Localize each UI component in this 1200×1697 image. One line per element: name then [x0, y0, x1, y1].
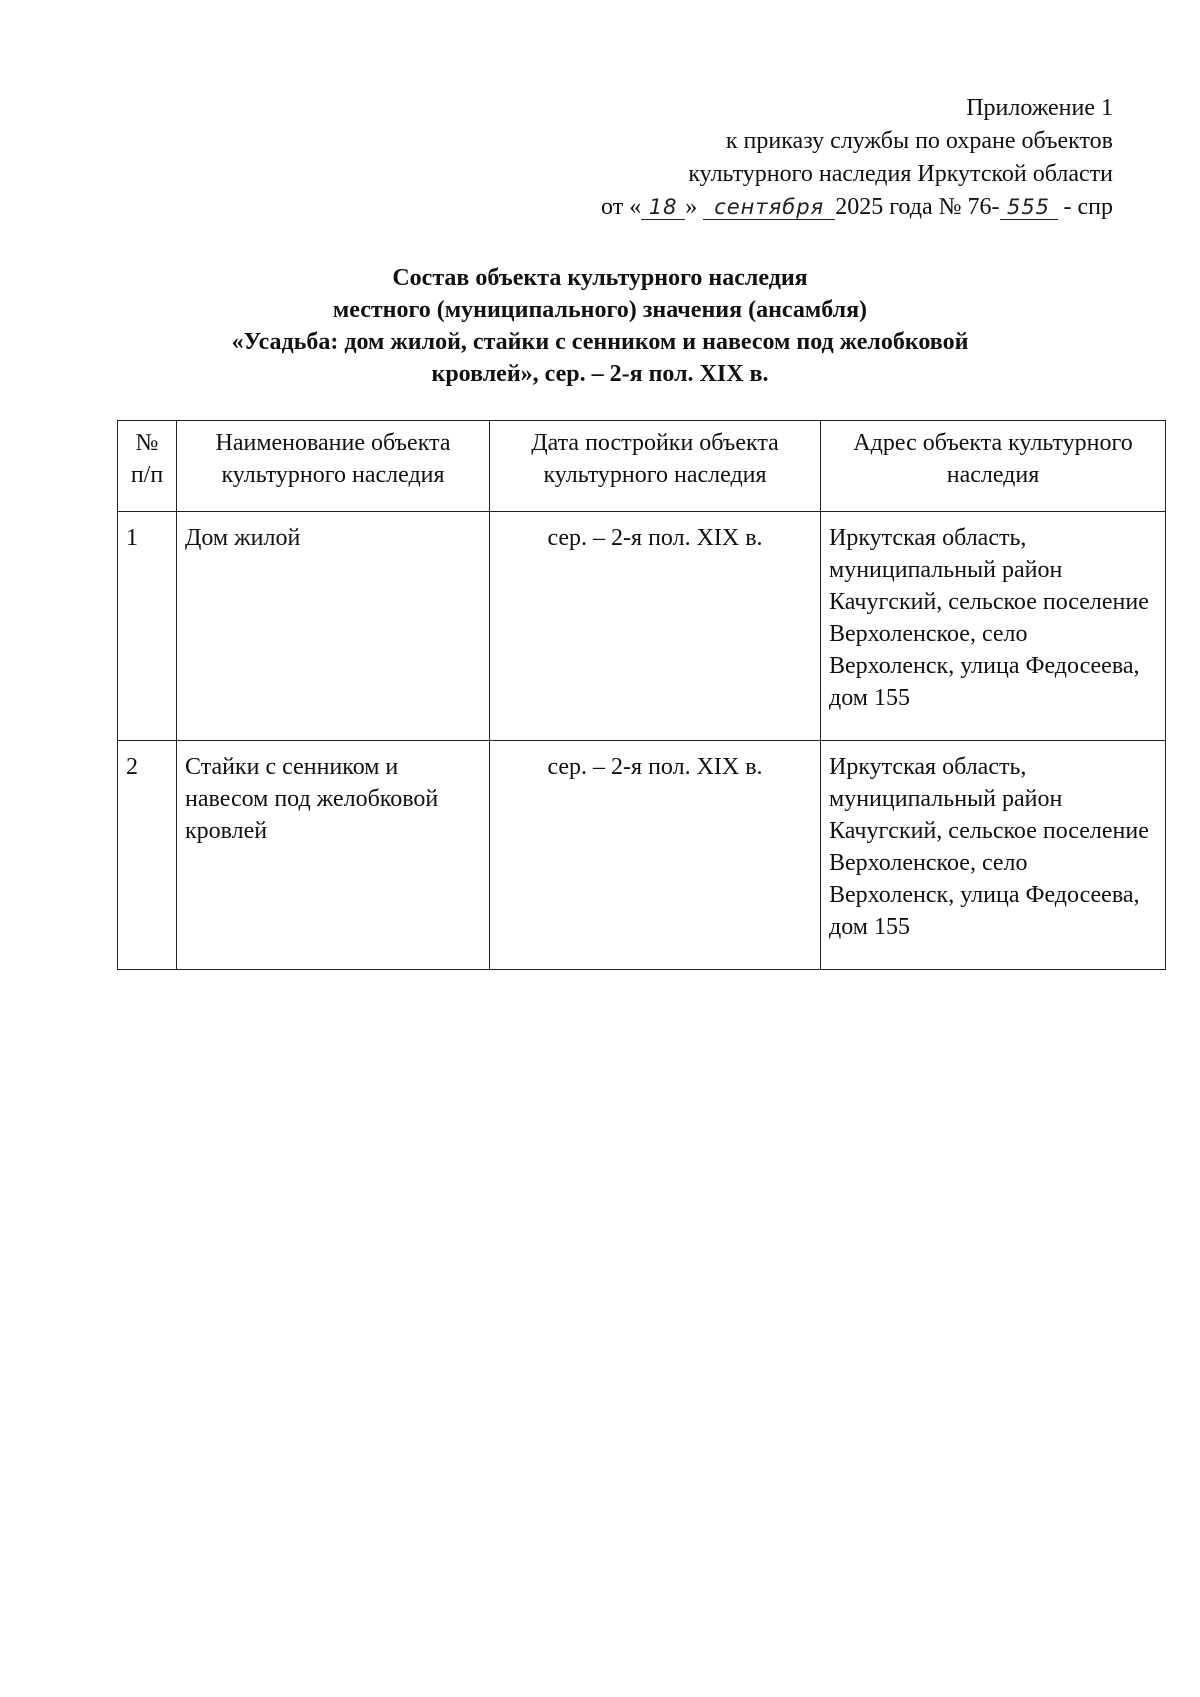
heritage-objects-table [117, 420, 1166, 970]
table-header-row [118, 421, 1166, 512]
row-number: 1 [118, 512, 177, 741]
handwritten-month: сентября [703, 195, 835, 220]
header-construction-date: Дата постройки объекта культурного наследия [490, 421, 821, 512]
header-number: № п/п [118, 421, 177, 512]
construction-date: сер. – 2-я пол. XIX в. [490, 512, 821, 741]
appendix-label: Приложение 1 [966, 95, 1113, 121]
row-number: 2 [118, 741, 177, 970]
appendix-header [601, 92, 1113, 224]
order-suffix: - спр [1057, 194, 1113, 220]
construction-date: сер. – 2-я пол. XIX в. [490, 741, 821, 970]
title-line-3: «Усадьба: дом жилой, стайки с сенником и навесом под желобковой [231, 329, 969, 355]
order-reference-line: к приказу службы по охране объектов [725, 128, 1113, 154]
table-row [118, 741, 1166, 970]
handwritten-day: 18 [641, 195, 685, 220]
handwritten-order-number: 555 [1000, 195, 1058, 220]
title-line-4: кровлей», сер. – 2-я пол. XIX в. [431, 361, 769, 387]
header-object-name: Наименование объекта культурного наследия [177, 421, 490, 512]
document-title [0, 262, 1200, 390]
object-name: Дом жилой [177, 512, 490, 741]
header-address: Адрес объекта культурного наследия [821, 421, 1166, 512]
order-mid: » [685, 194, 698, 220]
order-year: 2025 года № 76- [835, 194, 1000, 220]
order-prefix: от « [601, 194, 642, 220]
object-name: Стайки с сенником и навесом под желобковой кровлей [177, 741, 490, 970]
title-line-2: местного (муниципального) значения (ансамбля) [332, 297, 868, 323]
object-address: Иркутская область, муниципальный район Качугский, сельское поселение Верхоленское, село Верхоленск, улица Федосеева, дом 155 [821, 512, 1166, 741]
order-date-line [601, 191, 1113, 224]
service-name-line: культурного наследия Иркутской области [688, 161, 1113, 187]
table-row [118, 512, 1166, 741]
object-address: Иркутская область, муниципальный район Качугский, сельское поселение Верхоленское, село Верхоленск, улица Федосеева, дом 155 [821, 741, 1166, 970]
title-line-1: Состав объекта культурного наследия [392, 265, 808, 291]
